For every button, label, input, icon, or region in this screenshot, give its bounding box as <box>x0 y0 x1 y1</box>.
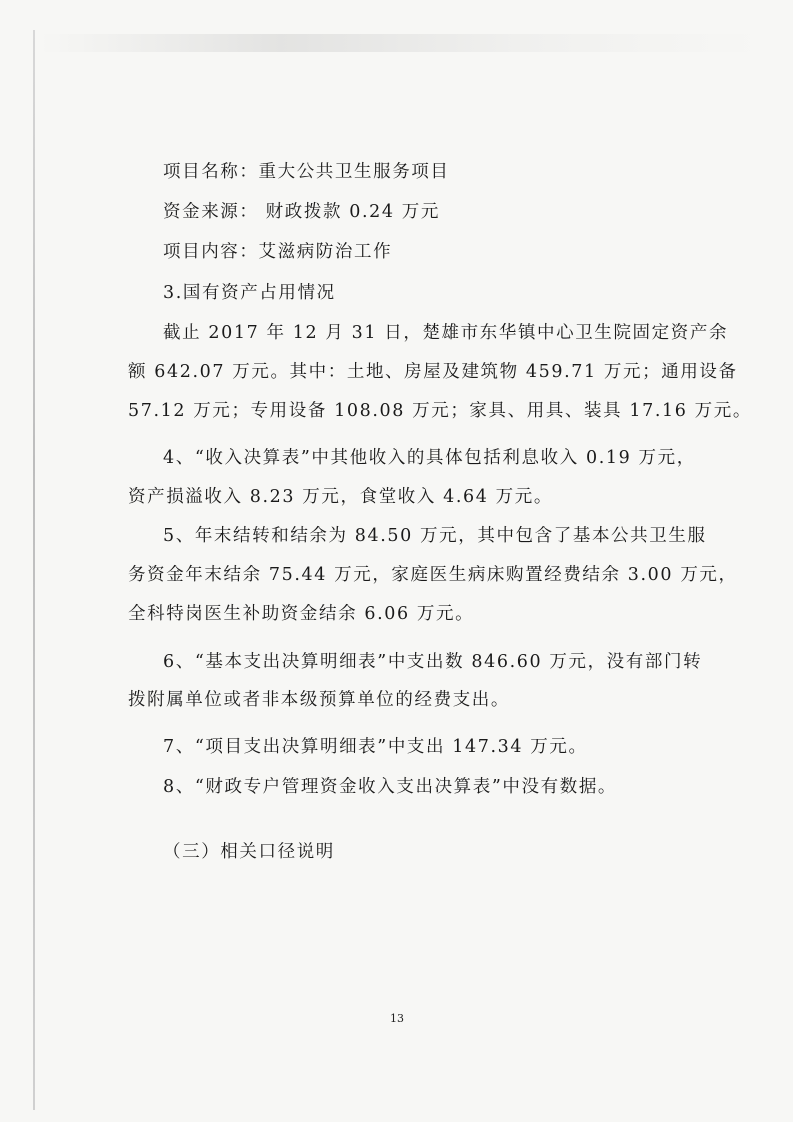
scan-edge <box>33 30 35 1110</box>
paragraph-line: 6、“基本支出决算明细表”中支出数 846.60 万元，没有部门转 <box>163 652 703 672</box>
section-heading-definitions: （三）相关口径说明 <box>163 842 335 862</box>
paragraph-line: 8、“财政专户管理资金收入支出决算表”中没有数据。 <box>163 777 618 797</box>
project-name-line: 项目名称：重大公共卫生服务项目 <box>163 162 450 182</box>
section-heading-assets: 3.国有资产占用情况 <box>163 283 336 303</box>
paragraph-line: 务资金年末结余 75.44 万元，家庭医生病床购置经费结余 3.00 万元， <box>128 565 738 585</box>
paragraph-line: 全科特岗医生补助资金结余 6.06 万元。 <box>128 604 475 624</box>
paragraph-line: 4、“收入决算表”中其他收入的具体包括利息收入 0.19 万元， <box>163 448 696 468</box>
paragraph-line: 5、年末结转和结余为 84.50 万元，其中包含了基本公共卫生服 <box>163 526 707 546</box>
scan-shadow <box>40 34 760 52</box>
paragraph-line: 截止 2017 年 12 月 31 日，楚雄市东华镇中心卫生院固定资产余 <box>163 323 729 343</box>
paragraph-line: 拨附属单位或者非本级预算单位的经费支出。 <box>128 690 510 710</box>
paragraph-line: 57.12 万元；专用设备 108.08 万元；家具、用具、装具 17.16 万元。 <box>128 401 752 421</box>
paragraph-line: 7、“项目支出决算明细表”中支出 147.34 万元。 <box>163 737 588 757</box>
page-number: 13 <box>390 1012 404 1025</box>
project-content-line: 项目内容：艾滋病防治工作 <box>163 242 393 262</box>
paragraph-line: 资产损溢收入 8.23 万元，食堂收入 4.64 万元。 <box>128 487 553 507</box>
paragraph-line: 额 642.07 万元。其中：土地、房屋及建筑物 459.71 万元；通用设备 <box>128 362 738 382</box>
funding-source-line: 资金来源： 财政拨款 0.24 万元 <box>163 202 440 222</box>
